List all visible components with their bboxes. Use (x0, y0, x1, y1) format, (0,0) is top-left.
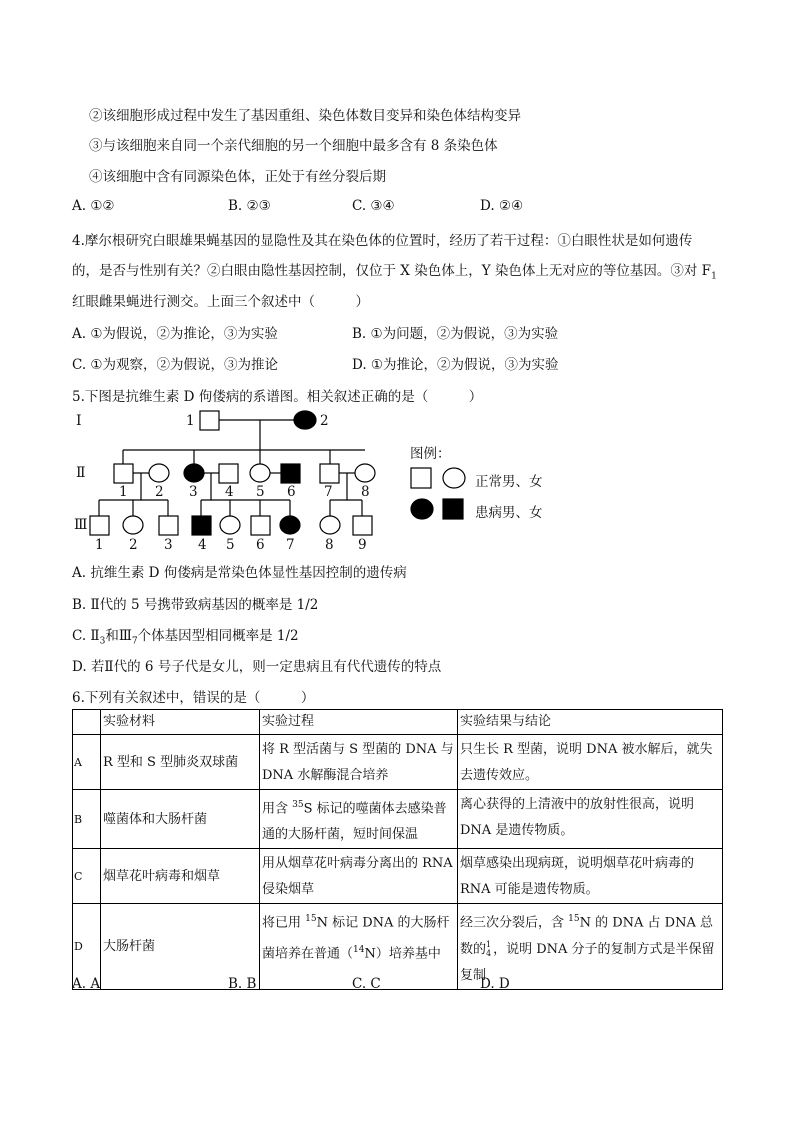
table-row (73, 904, 723, 989)
q6-option-a: A. A (72, 976, 101, 992)
legend-title: 图例： (410, 446, 451, 462)
gen3-female-2 (123, 516, 143, 534)
row-process: 将 R 型活菌与 S 型菌的 DNA 与 DNA 水解酶混合培养 (260, 735, 458, 790)
legend-affected-label: 患病男、女 (475, 505, 543, 521)
gen3-male-9 (353, 516, 372, 535)
gen-label-1: Ⅰ (76, 413, 82, 429)
gen2-num-7: 7 (324, 484, 333, 500)
legend-normal-label: 正常男、女 (475, 474, 543, 490)
row-material: 烟草花叶病毒和烟草 (101, 849, 260, 904)
gen3-male-1 (90, 516, 109, 535)
q5-option-d: D. 若Ⅱ代的 6 号子代是女儿，则一定患病且有代代遗传的特点 (72, 659, 442, 675)
gen3-male-4-affected (192, 516, 211, 535)
header-letter (73, 710, 101, 735)
q4-stem-line1: 4.摩尔根研究白眼雄果蝇基因的显隐性及其在染色体的位置时，经历了若干过程：①白眼性状是如何遗传 (72, 233, 693, 249)
q4-option-c: C. ①为观察，②为假说，③为推论 (72, 357, 279, 373)
fraction-one-quarter: 1 4 (486, 940, 492, 959)
gen3-num-5: 5 (226, 537, 235, 553)
q4-option-b: B. ①为问题，②为假说，③为实验 (352, 326, 559, 342)
gen3-num-1: 1 (95, 537, 104, 553)
gen-label-2: Ⅱ (76, 465, 86, 481)
q3-statement-2: ②该细胞形成过程中发生了基因重组、染色体数目变异和染色体结构变异 (89, 108, 521, 124)
legend-normal-male-icon (411, 468, 431, 488)
gen3-num-9: 9 (358, 537, 367, 553)
gen2-num-6: 6 (287, 484, 296, 500)
q4-option-d: D. ①为推论，②为假说，③为实验 (352, 357, 559, 373)
gen3-female-7-affected (280, 516, 300, 534)
q6-stem: 6.下列有关叙述中，错误的是（ ） (72, 690, 315, 706)
gen3-num-4: 4 (198, 537, 207, 553)
q4-stem-line2: 的，是否与性别有关？②白眼由隐性基因控制，仅位于 X 染色体上，Y 染色体上无对应的等位基因。③对 $F_1$ (72, 263, 717, 282)
q4-stem-line3: 红眼雌果蝇进行测交。上面三个叙述中（ ） (72, 294, 369, 310)
gen2-num-8: 8 (361, 484, 370, 500)
table-header-row (73, 710, 723, 735)
q3-statement-4: ④该细胞中含有同源染色体，正处于有丝分裂后期 (89, 169, 386, 185)
gen3-female-5 (220, 516, 240, 534)
gen3-num-6: 6 (256, 537, 265, 553)
gen3-male-6 (251, 516, 270, 535)
header-result: 实验结果与结论 (458, 710, 723, 735)
q3-option-d: D. ②④ (480, 198, 524, 214)
header-material: 实验材料 (101, 710, 260, 735)
gen2-num-3: 3 (189, 484, 198, 500)
gen3-num-7: 7 (286, 537, 295, 553)
gen3-num-3: 3 (164, 537, 173, 553)
gen2-num-4: 4 (225, 484, 234, 500)
q6-option-d: D. D (480, 976, 510, 992)
row-letter: D (73, 904, 101, 989)
q3-option-a: A. ①② (72, 198, 115, 214)
row-material: 大肠杆菌 (101, 904, 260, 989)
row-result: 经三次分裂后，含 $^{15}$N 的 DNA 占 DNA 总数的 1 4 ，说明 DNA 分子的复制方式是半保留复制 (458, 904, 723, 989)
gen2-female-2 (149, 464, 169, 482)
q5-option-b: B. Ⅱ代的 5 号携带致病基因的概率是 1/2 (72, 597, 319, 613)
row-result: 离心获得的上清液中的放射性很高，说明 DNA 是遗传物质。 (458, 790, 723, 849)
gen3-female-8 (320, 516, 340, 534)
gen1-num-1: 1 (186, 413, 195, 429)
q4-option-a: A. ①为假说，②为推论，③为实验 (72, 326, 278, 342)
gen-label-3: Ⅲ (74, 517, 88, 533)
row-process: 用含 $^{35}$S 标记的噬菌体去感染普通的大肠杆菌，短时间保温 (260, 790, 458, 849)
header-process: 实验过程 (260, 710, 458, 735)
gen2-num-1: 1 (119, 484, 128, 500)
row-process: 用从烟草花叶病毒分离出的 RNA 侵染烟草 (260, 849, 458, 904)
row-result: 只生长 R 型菌，说明 DNA 被水解后，就失去遗传效应。 (458, 735, 723, 790)
q6-experiment-table (72, 709, 723, 990)
gen2-num-5: 5 (256, 484, 265, 500)
legend-affected-male-icon (443, 499, 463, 519)
q5-stem: 5.下图是抗维生素 D 佝偻病的系谱图。相关叙述正确的是（ ） (72, 389, 483, 405)
row-letter: A (73, 735, 101, 790)
legend-affected-female-icon (411, 499, 433, 519)
legend-normal-female-icon (443, 468, 465, 488)
gen2-male-1 (114, 464, 133, 483)
gen1-female-2-affected (294, 411, 316, 429)
gen3-num-8: 8 (325, 537, 334, 553)
q5-option-a: A. 抗维生素 D 佝偻病是常染色体显性基因控制的遗传病 (72, 565, 407, 581)
q5-option-c: C. $Ⅱ_3$和$Ⅲ_7$个体基因型相同概率是 1/2 (72, 628, 299, 647)
gen2-num-2: 2 (155, 484, 164, 500)
gen2-female-8 (355, 464, 375, 482)
table-row (73, 790, 723, 849)
q3-statement-3: ③与该细胞来自同一个亲代细胞的另一个细胞中最多含有 8 条染色体 (89, 138, 498, 154)
row-letter: C (73, 849, 101, 904)
gen2-male-7 (320, 464, 339, 483)
row-material: R 型和 S 型肺炎双球菌 (101, 735, 260, 790)
q6-option-b: B. B (228, 976, 257, 992)
row-process: 将已用 $^{15}$N 标记 DNA 的大肠杆菌培养在普通（$^{14}$N）培养基中 (260, 904, 458, 989)
gen3-num-2: 2 (129, 537, 138, 553)
q6-option-c: C. C (352, 976, 381, 992)
gen2-female-5 (250, 464, 270, 482)
gen1-num-2: 2 (320, 413, 329, 429)
row-material: 噬菌体和大肠杆菌 (101, 790, 260, 849)
gen2-female-3-affected (184, 464, 204, 482)
gen2-male-4 (219, 464, 238, 483)
table-row (73, 735, 723, 790)
row-letter: B (73, 790, 101, 849)
table-row (73, 849, 723, 904)
row-result: 烟草感染出现病斑，说明烟草花叶病毒的 RNA 可能是遗传物质。 (458, 849, 723, 904)
q3-option-b: B. ②③ (228, 198, 271, 214)
q3-option-c: C. ③④ (352, 198, 395, 214)
gen1-male-1 (200, 411, 219, 430)
gen3-male-3 (159, 516, 178, 535)
gen2-male-6-affected (281, 464, 300, 483)
